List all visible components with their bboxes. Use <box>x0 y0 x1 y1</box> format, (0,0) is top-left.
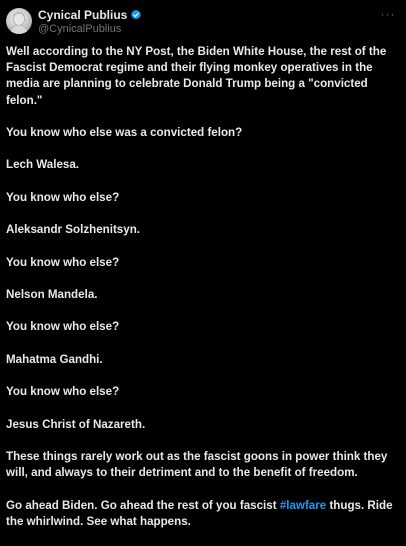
avatar-bust-image <box>6 8 32 34</box>
avatar[interactable] <box>6 8 32 34</box>
author-handle[interactable]: @CynicalPublius <box>38 23 122 35</box>
tweet-paragraph: You know who else was a convicted felon? <box>6 126 243 139</box>
more-options-button[interactable] <box>378 6 398 22</box>
tweet-paragraph: You know who else? <box>6 190 120 204</box>
tweet-paragraph: Lech Walesa. <box>6 158 80 172</box>
author-names <box>38 8 142 36</box>
hashtag-lawfare-link[interactable]: #lawfare <box>279 498 327 512</box>
more-horizontal-icon: ··· <box>380 7 396 21</box>
tweet-paragraph: Jesus Christ of Nazareth. <box>6 417 146 431</box>
tweet-text <box>6 44 398 546</box>
tweet-paragraph: These things rarely work out as the fascist goons in power think they will, and always to their detriment and to the benefit of freedom. <box>6 449 388 480</box>
tweet-paragraph: You know who else? <box>6 255 120 269</box>
tweet-paragraph: Mahatma Gandhi. <box>6 352 103 366</box>
tweet-paragraph: You know who else? <box>6 320 120 334</box>
last-paragraph-after: thugs. Ride the whirlwind. See what happens. <box>6 498 393 528</box>
tweet-paragraph: Well according to the NY Post, the Biden White House, the rest of the Fascist Democrat regime and their flying monkey operatives in the media are planning to celebrate Donald Trump being a "convicted felon." <box>6 45 387 107</box>
display-name[interactable]: Cynical Publius <box>38 8 128 22</box>
tweet-paragraph: You know who else? <box>6 385 120 399</box>
last-paragraph-before: Go ahead Biden. Go ahead the rest of you fascist <box>6 498 280 512</box>
tweet-paragraph: Aleksandr Solzhenitsyn. <box>6 223 141 237</box>
tweet-paragraph: Nelson Mandela. <box>6 287 98 301</box>
display-name-row <box>38 8 142 22</box>
tweet-header <box>6 8 398 48</box>
tweet-paragraph-last <box>6 498 398 530</box>
verified-badge-icon <box>130 9 142 21</box>
